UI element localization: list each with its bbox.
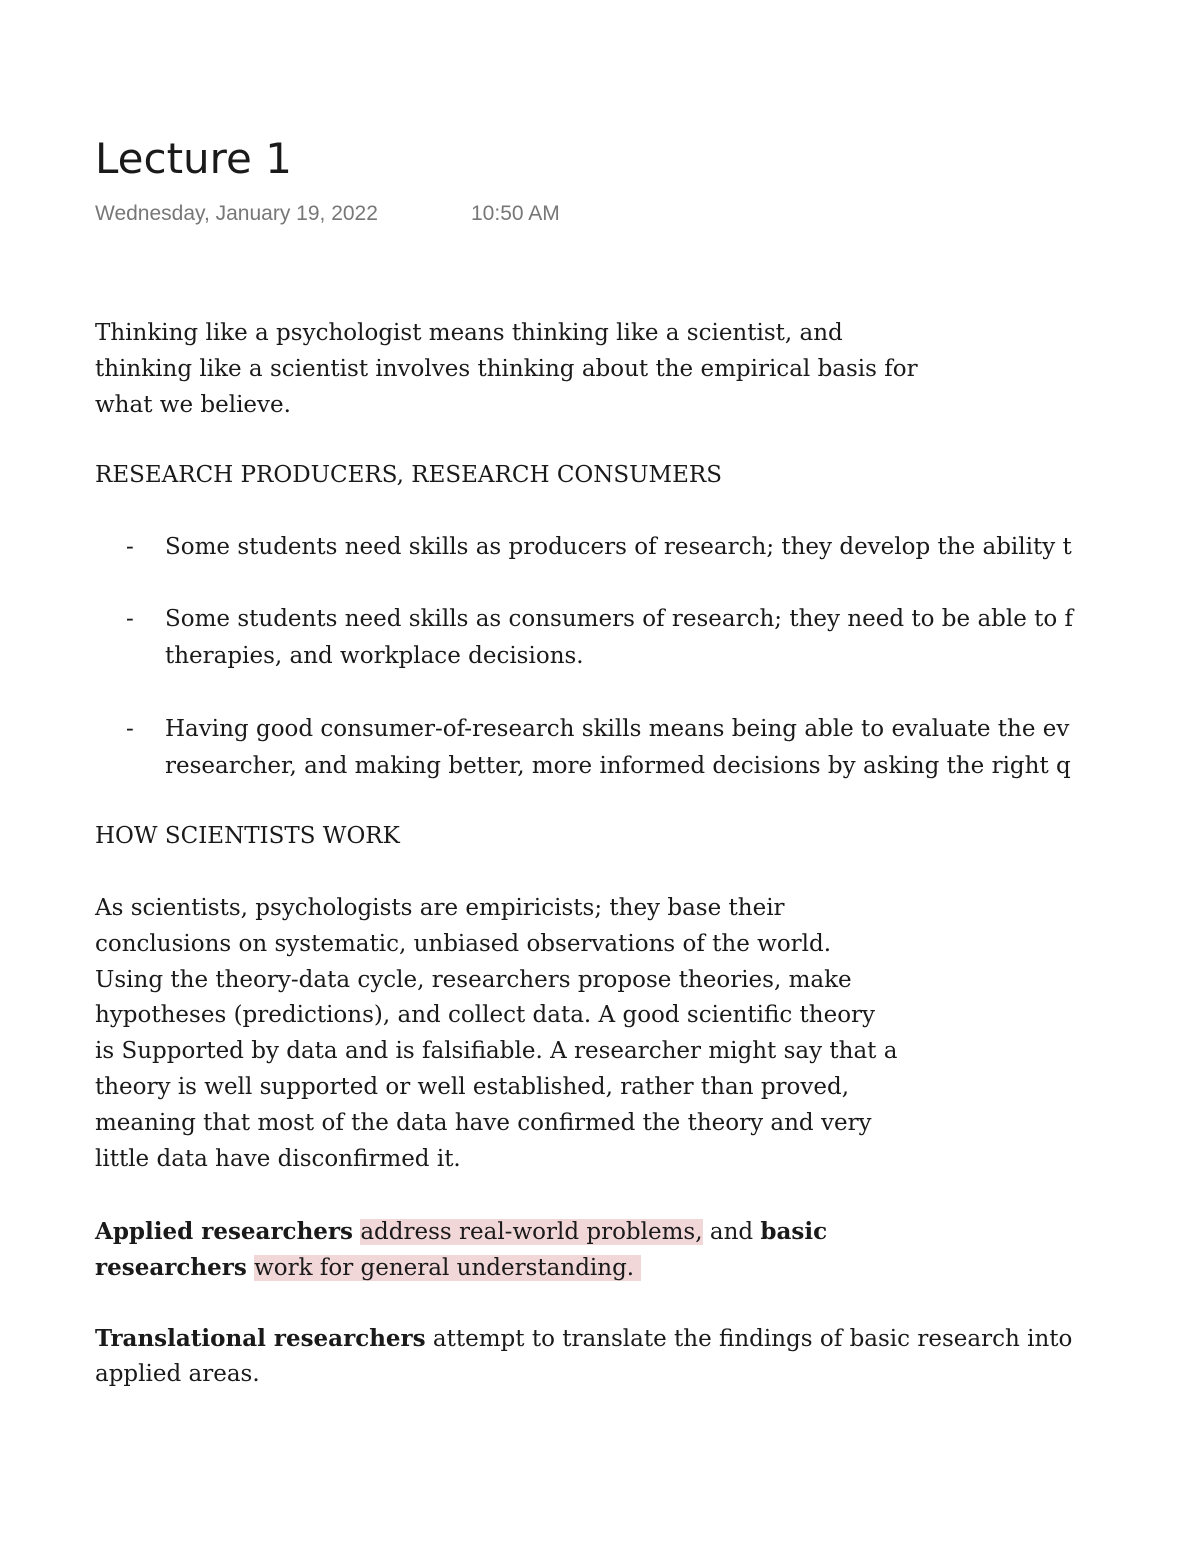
translational-paragraph <box>95 1321 1072 1393</box>
paragraph-line: is Supported by data and is falsifiable. A researcher might say that a <box>95 1038 898 1065</box>
bullet-line: Some students need skills as consumers of research; they need to be able to f <box>165 606 1074 632</box>
section-heading-scientists: HOW SCIENTISTS WORK <box>95 823 400 849</box>
paragraph-line: As scientists, psychologists are empiricists; they base their <box>95 895 785 921</box>
paragraph-line: conclusions on systematic, unbiased observations of the world. <box>95 930 832 957</box>
applied-basic-paragraph <box>95 1214 827 1286</box>
connector-text: and <box>702 1219 761 1245</box>
page-title: Lecture 1 <box>95 134 292 183</box>
page-date: Wednesday, January 19, 2022 <box>95 202 378 225</box>
paragraph-line: theory is well supported or well established, rather than proved, <box>95 1073 850 1100</box>
bullet-text <box>165 529 1072 566</box>
highlight-basic-definition: work for general understanding. <box>254 1254 642 1281</box>
term-basic: basic <box>760 1218 828 1245</box>
paragraph-line: little data have disconfirmed it. <box>95 1145 461 1172</box>
paragraph-line: meaning that most of the data have confirmed the theory and very <box>95 1109 872 1136</box>
bullet-marker: - <box>126 534 134 560</box>
intro-line: thinking like a scientist involves thinking about the empirical basis for <box>95 355 918 382</box>
basic-line <box>95 1250 827 1286</box>
paragraph-line: Using the theory-data cycle, researchers propose theories, make <box>95 966 852 993</box>
bullet-line: researcher, and making better, more informed decisions by asking the right q <box>165 753 1071 779</box>
bullet-marker: - <box>126 716 134 742</box>
term-translational-researchers: Translational researchers <box>95 1325 426 1352</box>
section-heading-research: RESEARCH PRODUCERS, RESEARCH CONSUMERS <box>95 462 722 488</box>
translational-line-2: applied areas. <box>95 1360 260 1387</box>
scientists-paragraph <box>95 891 897 1177</box>
bullet-line: therapies, and workplace decisions. <box>165 643 584 669</box>
applied-line <box>95 1214 827 1250</box>
bullet-line: Some students need skills as producers of research; they develop the ability t <box>165 534 1072 560</box>
bullet-marker: - <box>126 606 134 632</box>
term-researchers: researchers <box>95 1253 247 1281</box>
intro-line: what we believe. <box>95 391 291 418</box>
translational-line <box>95 1321 1072 1357</box>
paragraph-line: hypotheses (predictions), and collect data. A good scientific theory <box>95 1002 876 1029</box>
bullet-text <box>165 601 1073 675</box>
intro-paragraph <box>95 316 918 423</box>
bullet-text <box>165 711 1071 785</box>
intro-line: Thinking like a psychologist means thinking like a scientist, and <box>95 320 843 346</box>
highlight-applied-definition: address real-world problems, <box>360 1219 703 1245</box>
page-time: 10:50 AM <box>471 202 560 225</box>
bullet-line: Having good consumer-of-research skills means being able to evaluate the ev <box>165 716 1070 742</box>
term-applied-researchers: Applied researchers <box>95 1218 353 1245</box>
translational-text: attempt to translate the findings of basic research into <box>425 1326 1073 1352</box>
